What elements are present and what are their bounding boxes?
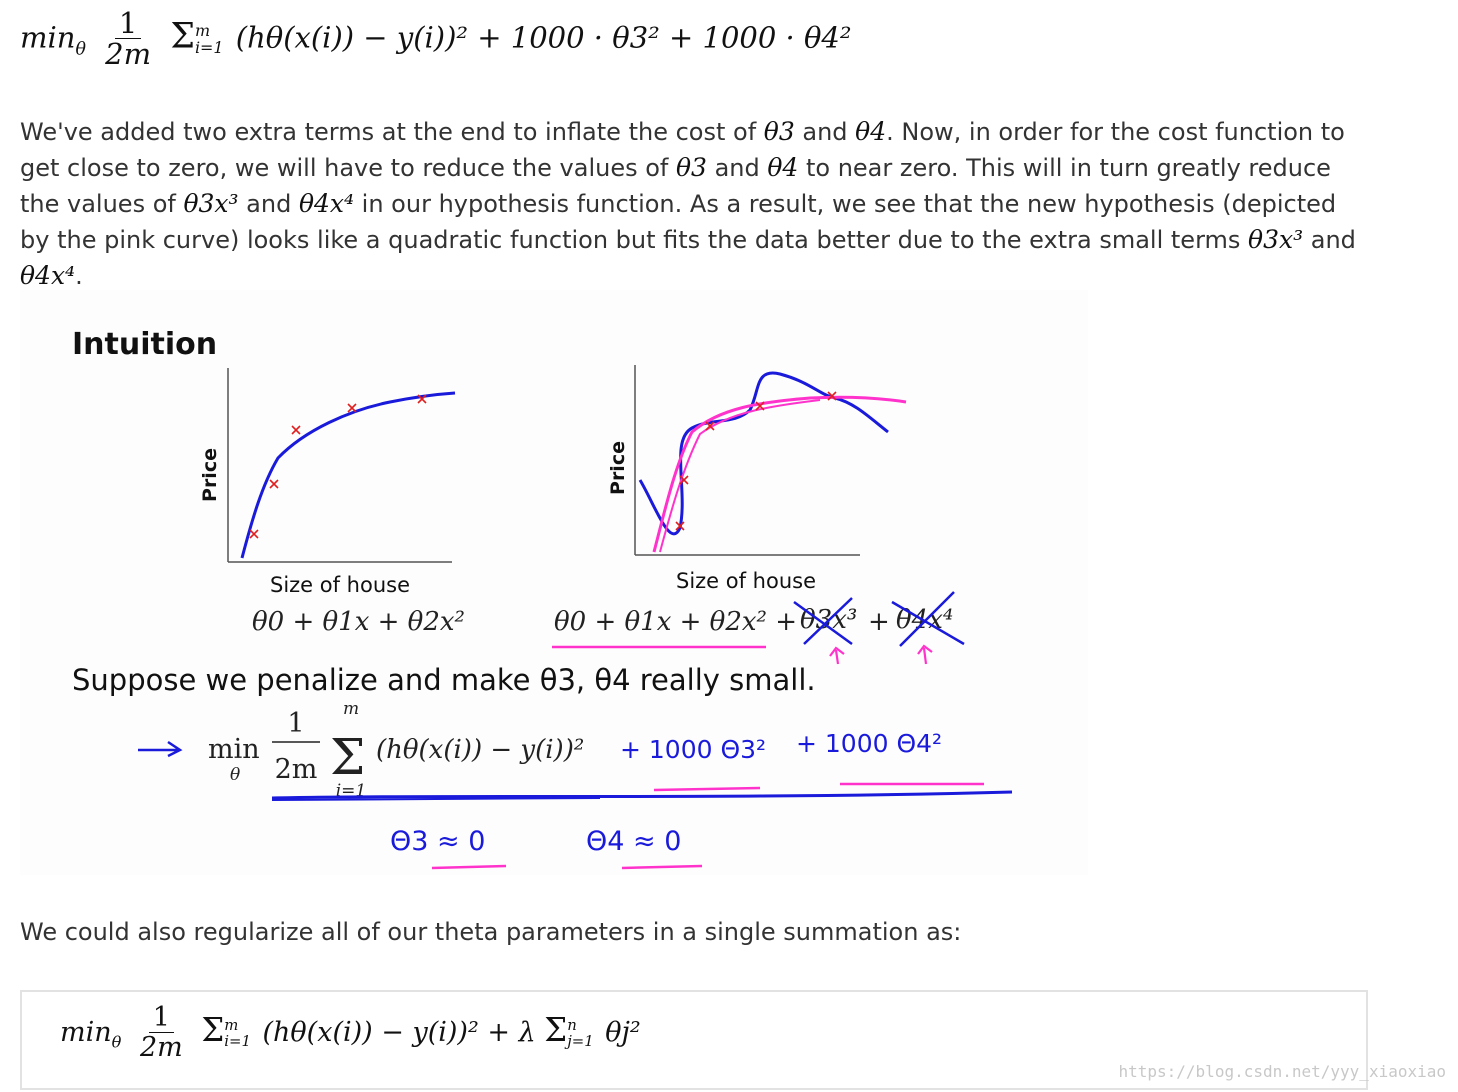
sum-symbol: Σ — [330, 728, 366, 786]
blue-underline — [272, 792, 1012, 798]
left-formula: θ0 + θ1x + θ2x² — [252, 607, 465, 637]
sum-upper: m — [342, 699, 360, 719]
sum-symbol: Σ — [201, 1011, 225, 1050]
min-operator: min — [20, 20, 76, 55]
right-ylabel: Price — [607, 441, 629, 495]
data-point — [270, 480, 278, 488]
sum-symbol: Σ — [544, 1011, 568, 1050]
sum-lower: i=1 — [335, 781, 367, 801]
min-subscript: θ — [75, 39, 86, 60]
left-data-points — [250, 395, 426, 538]
equation-body: (hθ(x(i)) − y(i))² + 1000 · θ3² + 1000 · θ4² — [235, 20, 852, 55]
pink-arrow — [830, 648, 844, 664]
fraction-denominator: 2m — [274, 754, 318, 785]
data-point — [250, 530, 258, 538]
blue-arrow — [138, 742, 180, 756]
handwritten-term-2: + 1000 Θ4² — [796, 729, 943, 758]
penalized-equation — [138, 699, 1012, 868]
right-xlabel: Size of house — [675, 569, 817, 593]
cost-function-equation: $\min_\theta$ $\frac{1}{2m}$ Σ m i=1 (hθ(x(i)) − y(i))² + 1000 · θ3² + 1000 · θ4² — [20, 6, 852, 72]
min-operator: min — [208, 734, 260, 765]
lecture-slide-image — [20, 290, 1088, 875]
watermark: https://blog.csdn.net/yyy_xiaoxiao — [1118, 1062, 1446, 1081]
pink-underline-term1 — [654, 788, 760, 790]
left-plot — [199, 368, 465, 637]
fraction: $\frac{1}{2m}$ — [105, 6, 152, 72]
fraction: $\frac{1}{2m}$ — [139, 1002, 183, 1064]
right-formula: θ0 + θ1x + θ2x² + — [554, 607, 798, 637]
approx-theta4: Θ4 ≈ 0 — [586, 826, 682, 857]
equation-body: (hθ(x(i)) − y(i))² — [376, 735, 585, 765]
pink-arrow — [918, 646, 932, 664]
left-xlabel: Size of house — [269, 573, 411, 597]
pink-underline-approx1 — [432, 866, 506, 868]
left-fit-curve — [242, 393, 455, 558]
regularized-cost-equation: $\min_\theta$ $\frac{1}{2m}$ Σ m i=1 (hθ(x(i)) − y(i))² + λ Σ n j=1 θj² — [60, 1002, 641, 1064]
data-point — [292, 426, 300, 434]
explanation-paragraph: We've added two extra terms at the end to inflate the cost of θ3 and θ4. Now, in order for the cost function to get close to zero, we will have to reduce the values of θ3 and θ4 to near zero. This will in turn greatly reduce the values of θ3x³ and θ4x⁴ in our hypothesis function. As a result, we see that the new hypothesis (depicted by the pink curve) looks like a quadratic function but fits the data better due to the extra small terms θ3x³ and θ4x⁴. — [20, 117, 1356, 290]
right-data-points — [676, 392, 836, 530]
slide-drawing — [20, 290, 1088, 875]
data-point — [348, 404, 356, 412]
suppose-sentence: Suppose we penalize and make θ3, θ4 really small. — [72, 663, 816, 697]
handwritten-term-1: + 1000 Θ3² — [620, 735, 767, 764]
right-formula-crossed-2: θ4x⁴ — [896, 605, 954, 635]
right-plot — [552, 365, 964, 664]
fraction-numerator: 1 — [287, 708, 305, 739]
sum-symbol: Σ — [170, 16, 195, 57]
approx-theta3: Θ3 ≈ 0 — [390, 826, 486, 857]
slide-heading: Intuition — [72, 327, 218, 362]
pink-underline-approx2 — [622, 866, 702, 868]
right-pink-curve — [654, 397, 906, 552]
min-subscript: θ — [230, 765, 241, 785]
regularize-sentence: We could also regularize all of our theta parameters in a single summation as: — [20, 918, 962, 946]
left-ylabel: Price — [199, 448, 221, 502]
right-formula-crossed-1: θ3x³ — [800, 605, 858, 635]
right-formula-plus: + — [868, 607, 890, 637]
